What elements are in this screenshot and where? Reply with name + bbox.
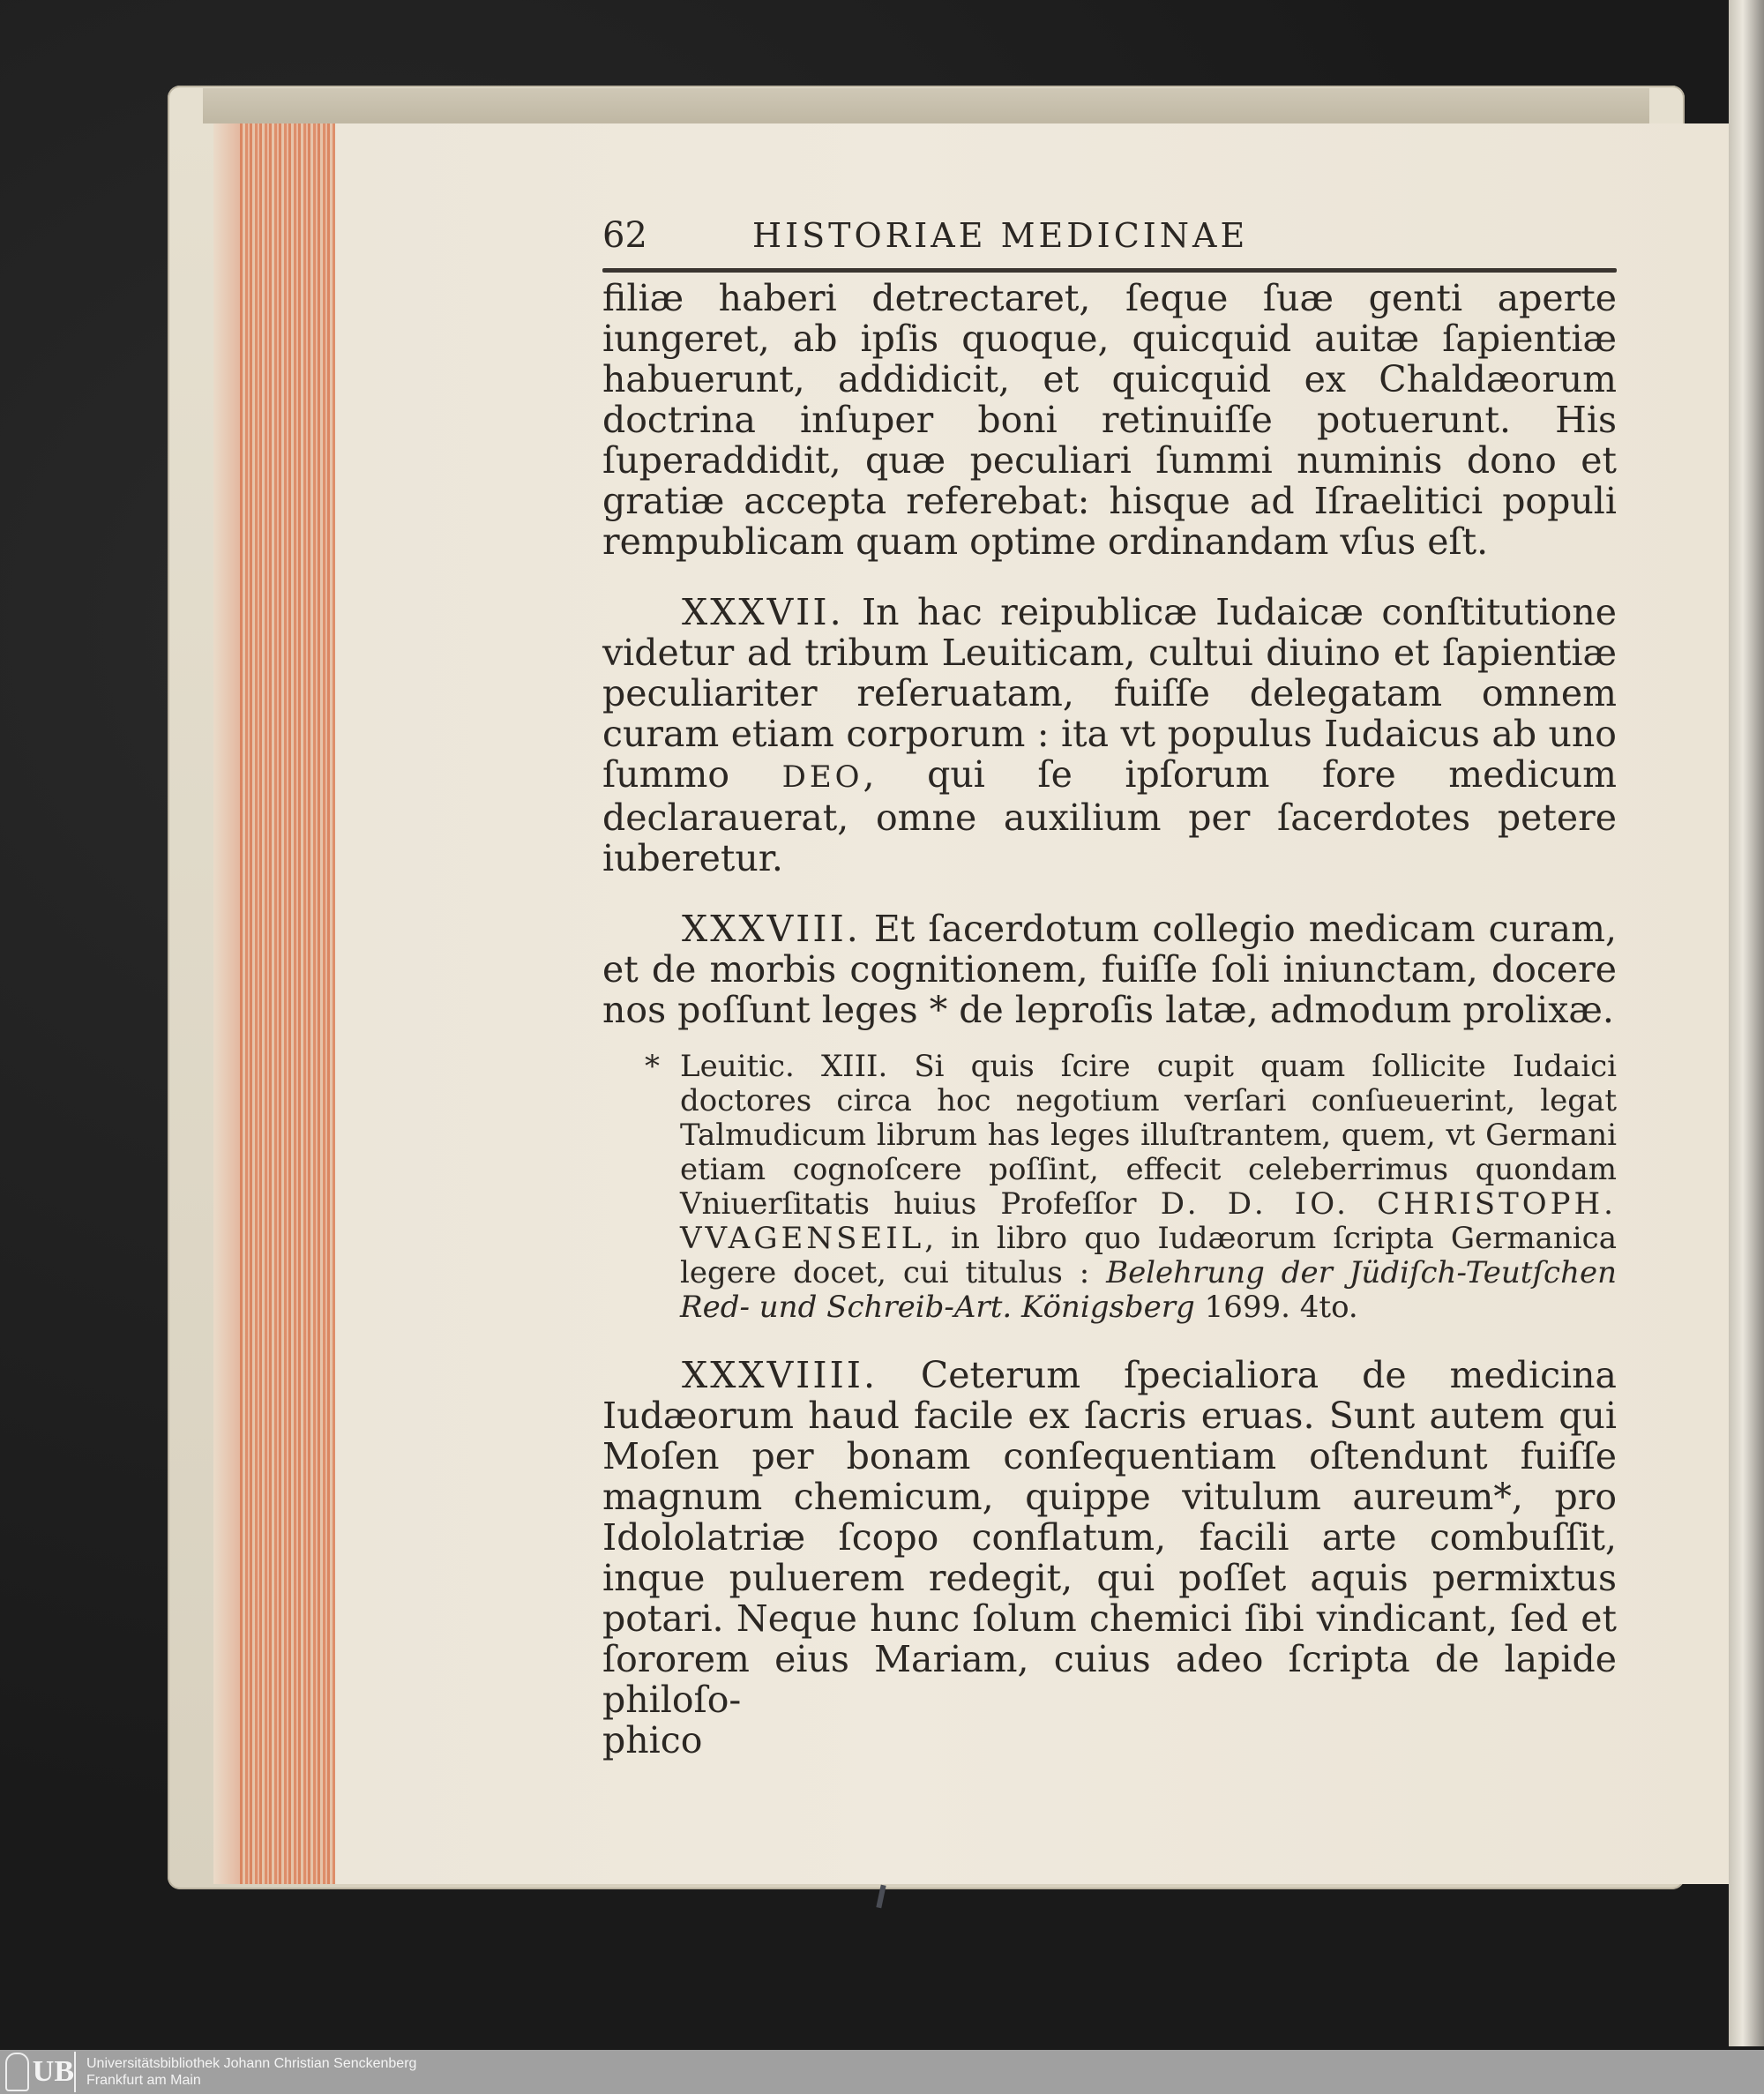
paragraph-37: [602, 592, 1617, 879]
paragraph-intro: filiæ haberi detrectaret, ſeque ſuæ genti aperte iungeret, ab ipſis quoque, quicquid auitæ ſapientiæ habuerunt, addidicit, et quicquid ex Chaldæorum doctrina inſuper boni retinuiſſe potuerunt. His ſuperaddidit, quæ peculiari ſummi numinis dono et gratiæ accepta referebat: hisque ad Iſraelitici populi rempublicam quam optime ordinandam vſus eſt.: [602, 277, 1617, 563]
paragraph-38: [602, 909, 1617, 1030]
footnote-text: Leuitic. XIII. Si quis ſcire cupit quam ſollicite Iudaici doctores circa hoc negotium verſari conſueuerint, legat Talmudicum librum has leges illuſtrantem, quem, vt Germani etiam cognoſcere poſſint, effecit celeberrimus quondam Vniuerſitatis huius Profeſſor: [680, 1049, 1617, 1222]
author-name: D. D. IO. CHRISTOPH. VVAGENSEIL: [680, 1186, 1617, 1256]
cover-top-edge: [203, 88, 1649, 123]
paragraph-text: In hac reipublicæ Iudaicæ conſtitutione videtur ad tribum Leuiticam, cultui diuino et ſapientiæ peculiariter reſeruatam, fuiſſe delegatam omnem curam etiam corporum : ita vt populus Iudaicus ab uno ſummo: [602, 591, 1617, 796]
small-caps-deo: DEO: [781, 759, 863, 795]
page-text-block: [602, 215, 1617, 1761]
institution-line-2: Frankfurt am Main: [86, 2073, 201, 2088]
publication-year: 1699. 4to.: [1204, 1290, 1358, 1325]
glass-plate-edge: [1729, 0, 1764, 2046]
footnote-marker: *: [645, 1049, 660, 1084]
header-rule: [602, 268, 1617, 273]
ub-logo: [5, 2052, 76, 2092]
running-head: HISTORIAE MEDICINAE: [752, 216, 1249, 255]
section-number: XXXVIII.: [682, 908, 861, 950]
paragraph-text: Ceterum ſpecialiora de medicina Iudæorum haud facile ex ſacris eruas. Sunt autem qui Moſen per bonam conſequentiam oſtendunt fuiſſe magnum chemicum, quippe vitulum aureum*, pro Idololatriæ ſcopo conflatum, facili arte combuſſit, inque puluerem redegit, qui poſſet aquis permixtus potari. Neque hunc ſolum chemici ſibi vindicant, ſed et ſororem eius Mariam, cuius adeo ſcripta de lapide philoſo-: [602, 1354, 1617, 1721]
catchword: phico: [602, 1719, 703, 1761]
paragraph-text: , qui ſe ipſorum fore medicum declarauerat, omne auxilium per ſacerdotes petere iuberetur.: [602, 753, 1617, 879]
book-title: Belehrung der Jüdiſch-Teutſchen Red- und Schreib-Art. Königsberg: [680, 1255, 1617, 1325]
section-number: XXXVII.: [682, 591, 844, 633]
page-header: [602, 215, 1617, 259]
logo-text: UB: [32, 2055, 74, 2088]
library-footer: [0, 2050, 1764, 2094]
footnote: [645, 1050, 1617, 1325]
paragraph-text: Et ſacerdotum collegio medicam curam, et de morbis cognitionem, fuiſſe ſoli iniunctam, docere nos poſſunt leges * de leproſis latæ, admodum prolixæ.: [602, 908, 1617, 1031]
institution-line-1: Universitätsbibliothek Johann Christian Senckenberg: [86, 2056, 417, 2071]
page-edge-highlight: [213, 123, 240, 1884]
portrait-icon: [5, 2053, 29, 2091]
page-number: 62: [602, 215, 647, 256]
paragraph-39: [602, 1355, 1617, 1720]
section-number: XXXVIIII.: [682, 1354, 878, 1396]
institution-name: [86, 2055, 416, 2089]
footnote-text: , in libro quo Iudæorum ſcripta Germanica legere docet, cui titulus :: [680, 1221, 1617, 1290]
